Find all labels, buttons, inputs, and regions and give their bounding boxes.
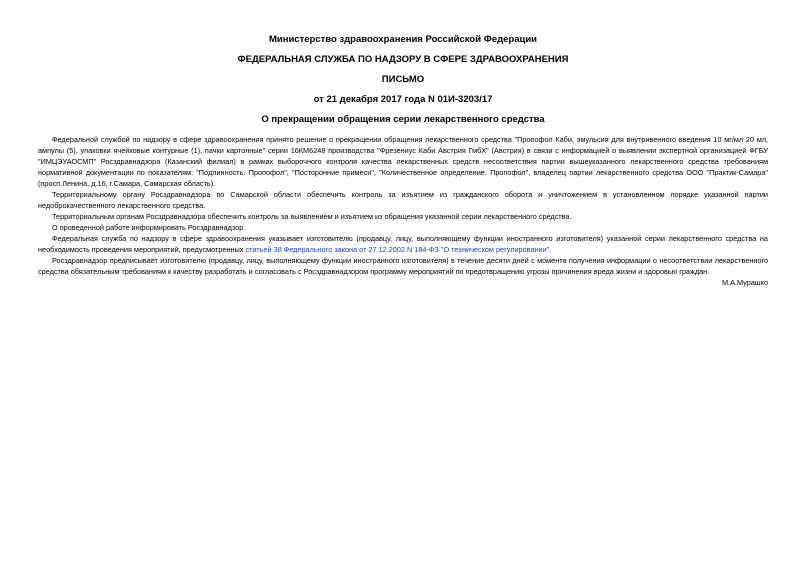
paragraph-samara-control: Территориальному органу Росздравнадзора по Самарской области обеспечить контроль за изъятием из гражданского оборота и уничтожением в установленном порядке указанной партии недоброкачественного лекарственного средства. <box>38 190 768 210</box>
paragraph-manufacturer-end: . <box>549 245 552 254</box>
document-page <box>38 34 768 288</box>
document-subject: О прекращении обращения серии лекарственного средства <box>261 114 545 125</box>
paragraph-decision: Федеральной службой по надзору в сфере здравоохранения принято решение о прекращении обращения лекарственного средства "Пропофол Каби, эмульсия для внутривенного введения 10 мг/мл 20 мл, ампулы (5), упаковки ячейковые контурные (1), пачки картонные" серии 16КМ6248 производства "Фрезениус Каби Австрия ГмбХ" (Австрия) в связи с информацией о выявлении экспертной организацией ФГБУ "ИМЦЭУАОСМП" Росздравнадзора (Казанский филиал) в рамках выборочного контроля качества лекарственных средств несоответствия партии вышеуказанного лекарственного средства требованиям нормативной документации по показателям: "Подлинность. Пропофол", "Посторонние примеси", "Количественное определение. Пропофол", владелец партии лекарственного средства ООО "Практик-Самара" (просп.Ленина, д.16, г.Самара, Самарская область). <box>38 135 768 188</box>
signature: М.А.Мурашко <box>721 278 768 287</box>
paragraph-manufacturer-text: Федеральная служба по надзору в сфере здравоохранения указывает изготовителю (продавцу, лицу, выполняющему функции иностранного изготовителя) указанной серии лекарственного средства на необходимость проведения мероприятий, предусмотренных <box>38 234 768 254</box>
law-article-link[interactable]: статьей 38 Федерального закона от 27.12.2002 N 184-ФЗ "О техническом регулировании" <box>245 245 550 254</box>
document-date-number: от 21 декабря 2017 года N 01И-3203/17 <box>313 94 493 105</box>
ministry-title: Министерство здравоохранения Российской Федерации <box>268 34 538 45</box>
service-title: ФЕДЕРАЛЬНАЯ СЛУЖБА ПО НАДЗОРУ В СФЕРЕ ЗДРАВООХРАНЕНИЯ <box>237 54 569 65</box>
paragraph-manufacturer-measures <box>38 233 768 255</box>
paragraph-program-requirement: Росздравнадзор предписывает изготовителю (продавцу, лицу, выполняющему функции иностранного изготовителя) в течение десяти дней с момента получения информации о несоответствии лекарственного средства обязательным требованиям к качеству разработать и согласовать с Росздравнадзором программу мероприятий по предотвращению угрозы причинения вреда жизни и здоровью граждан. <box>38 256 768 276</box>
paragraph-territorial-control: Территориальным органам Росздравнадзора обеспечить контроль за выявлением и изъятием из обращения указанной серии лекарственного средства. <box>52 212 572 221</box>
document-body <box>38 134 768 277</box>
paragraph-report: О проведенной работе информировать Росздравнадзор. <box>52 223 246 232</box>
document-type: ПИСЬМО <box>381 74 425 85</box>
